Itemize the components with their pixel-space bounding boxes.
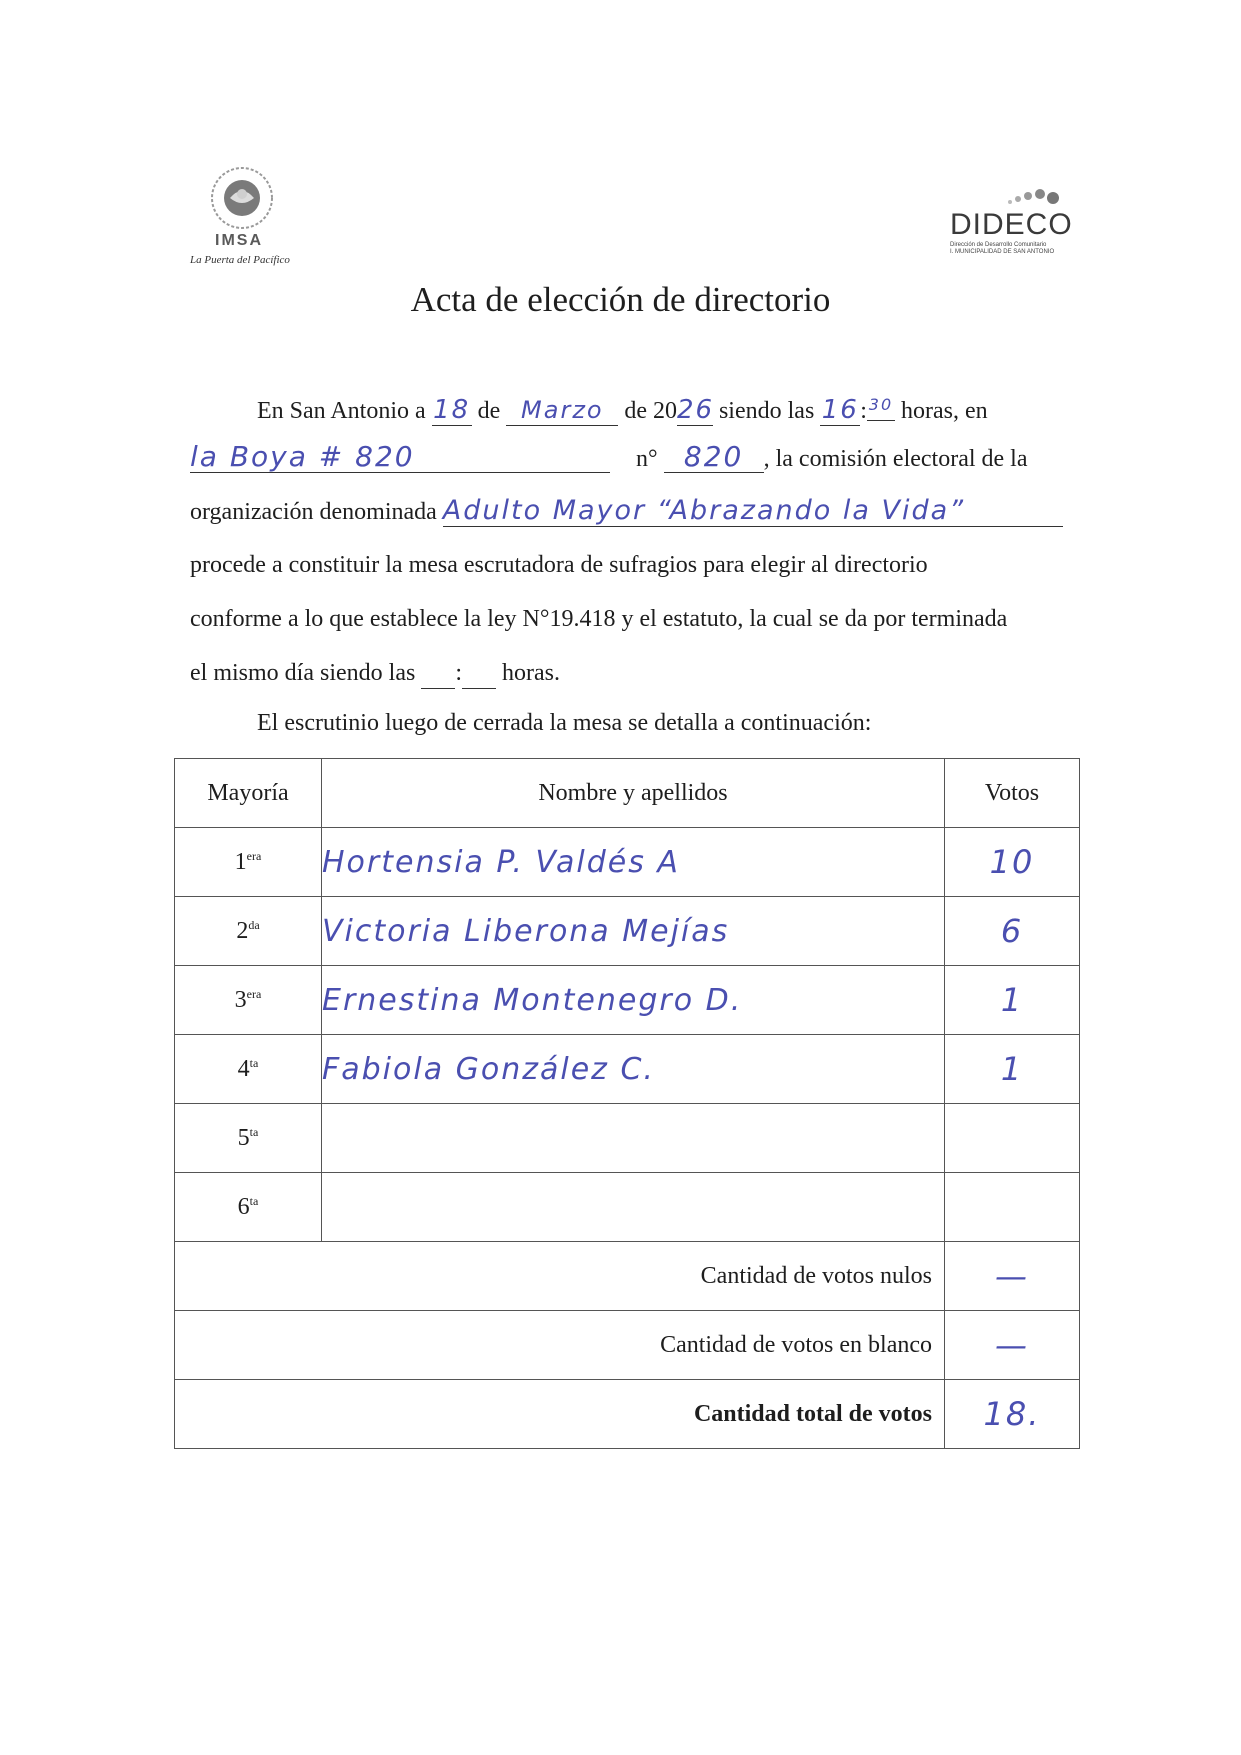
header-votos: Votos (945, 759, 1080, 828)
dideco-dots-icon (950, 180, 1070, 208)
votes-cell: 1 (945, 966, 1080, 1035)
text-colon: : (860, 398, 867, 424)
line-place (190, 442, 1075, 474)
null-votes-label: Cantidad de votos nulos (175, 1242, 945, 1311)
line-organization (190, 496, 1075, 527)
null-votes-value: — (945, 1242, 1080, 1311)
text-organizacion: organización denominada (190, 499, 437, 525)
rank-cell: $1^{era}$ (175, 828, 322, 897)
line-date (257, 390, 1142, 426)
rank-cell: $4^{ta}$ (175, 1035, 322, 1104)
name-cell (322, 1104, 945, 1173)
line-escrutinio: El escrutinio luego de cerrada la mesa se detalla a continuación: (257, 710, 872, 736)
name-cell: Hortensia P. Valdés A (322, 828, 945, 897)
header-nombre: Nombre y apellidos (322, 759, 945, 828)
line-conforme: conforme a lo que establece la ley N°19.418 y el estatuto, la cual se da por terminada (190, 606, 1008, 632)
text-de: de (477, 398, 501, 424)
rank-cell: $5^{ta}$ (175, 1104, 322, 1173)
rank-cell: $2^{da}$ (175, 897, 322, 966)
votes-table (174, 758, 1080, 1449)
text-numero: n° (636, 446, 658, 472)
total-votes-value: 18. (945, 1380, 1080, 1449)
total-votes-row (175, 1380, 1080, 1449)
dideco-subtitle: Dirección de Desarrollo Comunitario (950, 242, 1047, 248)
votes-cell: 10 (945, 828, 1080, 897)
field-day: 18 (433, 395, 471, 425)
votes-cell: 1 (945, 1035, 1080, 1104)
line-procede: procede a constituir la mesa escrutadora de sufragios para elegir al directorio (190, 552, 928, 578)
blank-votes-row (175, 1311, 1080, 1380)
dideco-logo (950, 180, 1073, 256)
text-horas-end: horas. (501, 660, 560, 686)
text-siendo-las-end: el mismo día siendo las (190, 660, 416, 686)
name-cell: Fabiola González C. (322, 1035, 945, 1104)
field-month: Marzo (506, 395, 618, 426)
text-comision: , la comisión electoral de la (763, 446, 1028, 472)
name-cell (322, 1173, 945, 1242)
name-cell: Ernestina Montenegro D. (322, 966, 945, 1035)
blank-votes-label: Cantidad de votos en blanco (175, 1311, 945, 1380)
text-location-prefix: En San Antonio a (257, 398, 426, 424)
table-row (175, 1173, 1080, 1242)
votes-cell (945, 1104, 1080, 1173)
text-siendo-las: siendo las (718, 398, 815, 424)
dideco-subtitle-municipality: I. MUNICIPALIDAD DE SAN ANTONIO (950, 249, 1055, 255)
null-votes-row (175, 1242, 1080, 1311)
rank-cell: $6^{ta}$ (175, 1173, 322, 1242)
header-mayoria: Mayoría (175, 759, 322, 828)
field-number: 820 (664, 442, 764, 473)
imsa-logo-slogan: La Puerta del Pacífico (190, 254, 290, 266)
table-row (175, 897, 1080, 966)
dideco-wordmark: DIDECO (950, 208, 1073, 241)
field-organization-name: Adulto Mayor “Abrazando la Vida” (443, 496, 1063, 527)
table-row (175, 966, 1080, 1035)
field-hour: 16 (821, 395, 859, 425)
table-header-row (175, 759, 1080, 828)
imsa-logo-title: IMSA (215, 232, 263, 249)
municipal-seal-icon (190, 160, 300, 240)
table-row (175, 828, 1080, 897)
votes-cell: 6 (945, 897, 1080, 966)
blank-votes-value: — (945, 1311, 1080, 1380)
text-horas-en: horas, en (900, 398, 988, 424)
name-cell: Victoria Liberona Mejías (322, 897, 945, 966)
table-row (175, 1035, 1080, 1104)
field-place: la Boya # 820 (190, 442, 610, 473)
text-year-prefix: de 20 (624, 398, 677, 424)
total-votes-label: Cantidad total de votos (175, 1380, 945, 1449)
field-end-hour (421, 658, 455, 689)
table-row (175, 1104, 1080, 1173)
line-termination: el mismo día siendo las : horas. (190, 658, 1075, 689)
rank-cell: $3^{era}$ (175, 966, 322, 1035)
votes-cell (945, 1173, 1080, 1242)
field-minute: 30 (867, 390, 895, 421)
field-year: 26 (676, 395, 715, 425)
document-title: Acta de elección de directorio (410, 280, 831, 319)
field-end-minute (462, 658, 496, 689)
